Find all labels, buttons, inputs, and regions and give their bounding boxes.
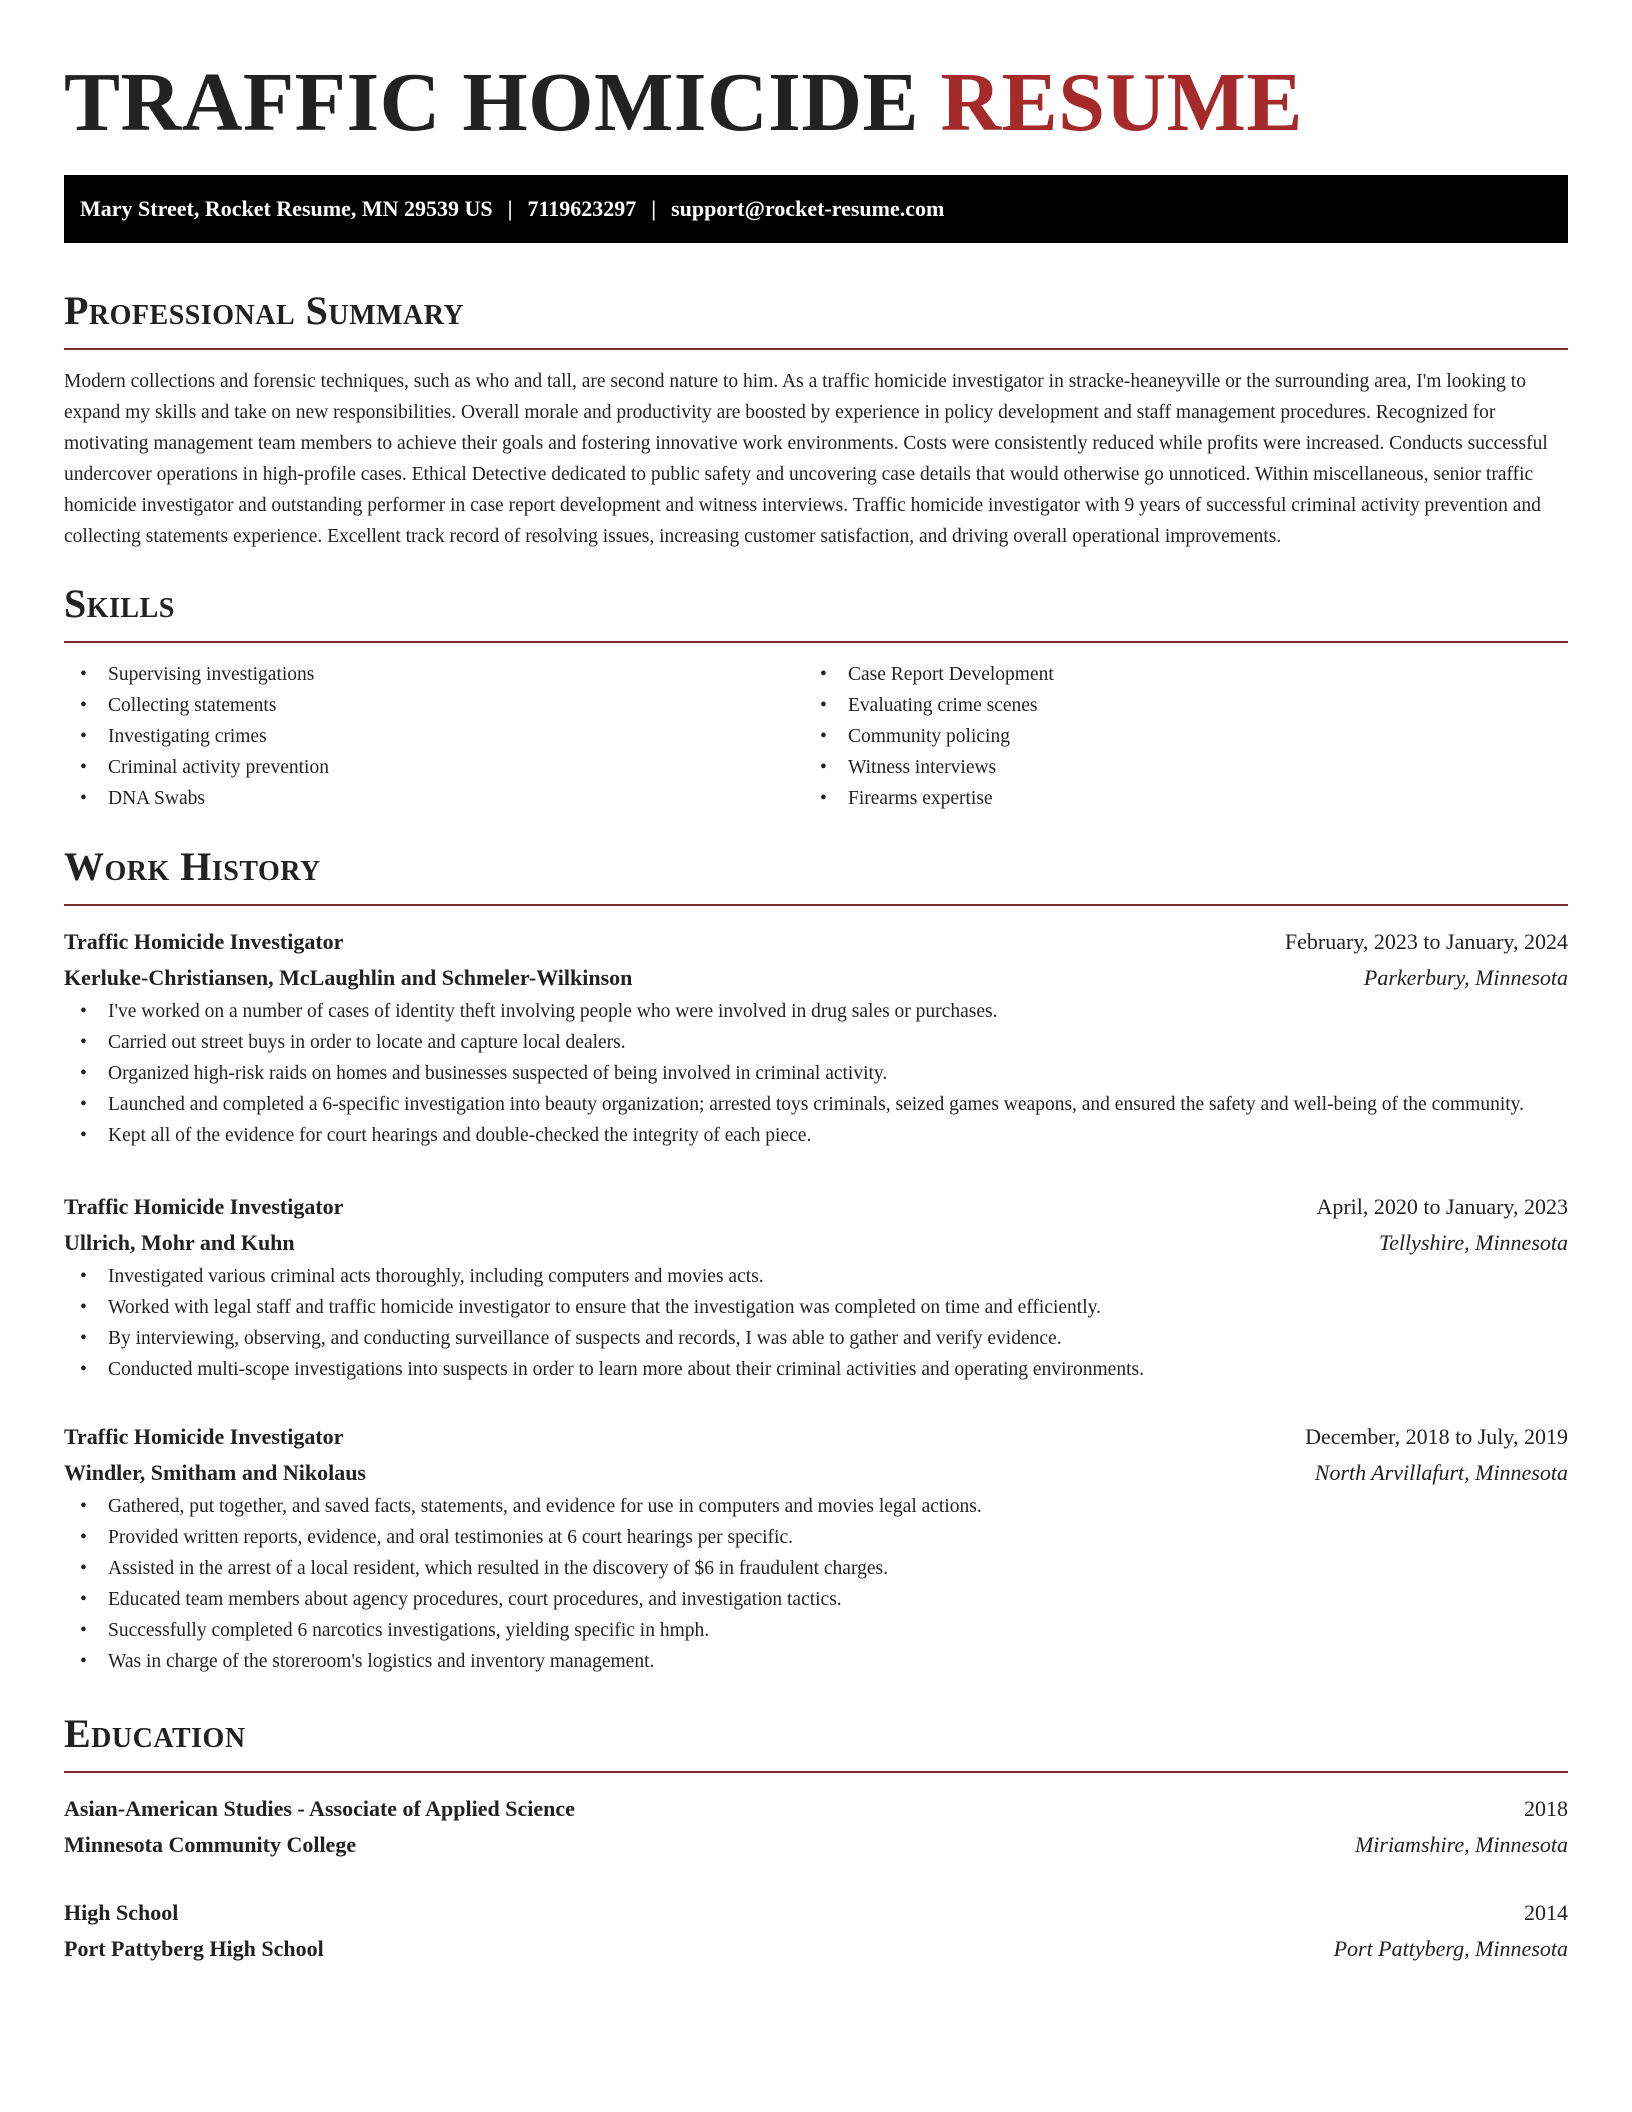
job-title: Traffic Homicide Investigator <box>64 929 344 954</box>
job-bullet: • Successfully completed 6 narcotics investigations, yielding specific in hmph. <box>64 1615 1568 1646</box>
job-bullet-list <box>64 1261 1568 1385</box>
section-divider <box>64 904 1568 906</box>
job-entry <box>64 924 1568 1151</box>
education-header <box>64 1895 1568 1931</box>
job-dates: April, 2020 to January, 2023 <box>1316 1194 1568 1219</box>
education-entry <box>64 1895 1568 1967</box>
skill-item: • Community policing <box>804 721 1568 752</box>
skills-list-left <box>64 659 804 814</box>
summary-text: Modern collections and forensic techniques, such as who and tall, are second nature to him. As a traffic homicide investigator in stracke-heaneyville or the surrounding area, I'm looking to expand my skills and take on new responsibilities. Overall morale and productivity are boosted by experience in policy development and staff management procedures. Recognized for motivating management team members to achieve their goals and fostering innovative work environments. Costs were consistently reduced while profits were increased. Conducts successful undercover operations in high-profile cases. Ethical Detective dedicated to public safety and uncovering case details that would otherwise go unnoticed. Within miscellaneous, senior traffic homicide investigator and outstanding performer in case report development and witness interviews. Traffic homicide investigator with 9 years of successful criminal activity prevention and collecting statements experience. Excellent track record of resolving issues, increasing customer satisfaction, and driving overall operational improvements. <box>64 371 1548 547</box>
job-title: Traffic Homicide Investigator <box>64 1194 344 1219</box>
job-bullet-list <box>64 1491 1568 1677</box>
skill-item: • Supervising investigations <box>64 659 804 690</box>
skill-item: • Investigating crimes <box>64 721 804 752</box>
section-divider <box>64 641 1568 643</box>
contact-address: Mary Street, Rocket Resume, MN 29539 US <box>80 196 493 221</box>
job-subheader <box>64 1225 1568 1261</box>
job-bullet: • Was in charge of the storeroom's logistics and inventory management. <box>64 1646 1568 1677</box>
skill-item: • Collecting statements <box>64 690 804 721</box>
job-bullet: • Investigated various criminal acts thoroughly, including computers and movies acts. <box>64 1261 1568 1292</box>
resume-page <box>64 0 1568 1967</box>
education-year: 2014 <box>1524 1900 1568 1925</box>
education-location: Miriamshire, Minnesota <box>1354 1832 1568 1857</box>
education-subheader <box>64 1827 1568 1863</box>
skill-item: • Criminal activity prevention <box>64 752 804 783</box>
contact-bar <box>64 175 1568 243</box>
section-heading-education: Education <box>64 1711 246 1756</box>
section-heading-work-history: Work History <box>64 844 321 889</box>
section-heading-summary: Professional Summary <box>64 288 465 333</box>
education-degree: Asian-American Studies - Associate of Applied Science <box>64 1796 575 1821</box>
title-accent: RESUME <box>940 56 1303 149</box>
job-bullet: • Organized high-risk raids on homes and businesses suspected of being involved in criminal activity. <box>64 1058 1568 1089</box>
education-location: Port Pattyberg, Minnesota <box>1333 1936 1568 1961</box>
resume-title <box>64 0 1568 151</box>
job-bullet-list <box>64 996 1568 1151</box>
skills-grid <box>64 659 1568 814</box>
job-bullet: • Educated team members about agency procedures, court procedures, and investigation tactics. <box>64 1584 1568 1615</box>
education-degree: High School <box>64 1900 179 1925</box>
section-heading-skills: Skills <box>64 581 175 626</box>
section-divider <box>64 1771 1568 1773</box>
job-subheader <box>64 960 1568 996</box>
job-bullet: • Carried out street buys in order to locate and capture local dealers. <box>64 1027 1568 1058</box>
education-header <box>64 1791 1568 1827</box>
contact-separator: | <box>507 196 513 221</box>
job-location: Parkerbury, Minnesota <box>1363 965 1568 990</box>
job-bullet: • Gathered, put together, and saved facts, statements, and evidence for use in computers and movies legal actions. <box>64 1491 1568 1522</box>
job-subheader <box>64 1455 1568 1491</box>
job-bullet: • Worked with legal staff and traffic homicide investigator to ensure that the investigation was completed on time and efficiently. <box>64 1292 1568 1323</box>
title-main: TRAFFIC HOMICIDE <box>64 56 920 149</box>
job-entry <box>64 1419 1568 1677</box>
job-company: Ullrich, Mohr and Kuhn <box>64 1230 295 1255</box>
job-title: Traffic Homicide Investigator <box>64 1424 344 1449</box>
job-location: North Arvillafurt, Minnesota <box>1314 1460 1568 1485</box>
skill-item: • Evaluating crime scenes <box>804 690 1568 721</box>
job-company: Kerluke-Christiansen, McLaughlin and Schmeler-Wilkinson <box>64 965 633 990</box>
job-location: Tellyshire, Minnesota <box>1378 1230 1568 1255</box>
contact-phone[interactable]: 7119623297 <box>527 196 637 221</box>
education-school: Minnesota Community College <box>64 1832 357 1857</box>
job-bullet: • By interviewing, observing, and conducting surveillance of suspects and records, I was able to gather and verify evidence. <box>64 1323 1568 1354</box>
education-subheader <box>64 1931 1568 1967</box>
job-dates: February, 2023 to January, 2024 <box>1284 929 1568 954</box>
education-school: Port Pattyberg High School <box>64 1936 324 1961</box>
job-header <box>64 1189 1568 1225</box>
education-entry <box>64 1791 1568 1863</box>
job-bullet: • Conducted multi-scope investigations into suspects in order to learn more about their criminal activities and operating environments. <box>64 1354 1568 1385</box>
contact-email[interactable]: support@rocket-resume.com <box>671 196 945 221</box>
skill-item: • Witness interviews <box>804 752 1568 783</box>
section-divider <box>64 348 1568 350</box>
job-bullet: • Kept all of the evidence for court hearings and double-checked the integrity of each piece. <box>64 1120 1568 1151</box>
job-bullet: • I've worked on a number of cases of identity theft involving people who were involved in drug sales or purchases. <box>64 996 1568 1027</box>
job-header <box>64 924 1568 960</box>
skill-item: • DNA Swabs <box>64 783 804 814</box>
contact-separator: | <box>651 196 657 221</box>
job-entry <box>64 1189 1568 1385</box>
skills-list-right <box>804 659 1568 814</box>
job-bullet: • Launched and completed a 6-specific investigation into beauty organization; arrested toys criminals, seized games weapons, and ensured the safety and well-being of the community. <box>64 1089 1568 1120</box>
job-bullet: • Assisted in the arrest of a local resident, which resulted in the discovery of $6 in fraudulent charges. <box>64 1553 1568 1584</box>
job-company: Windler, Smitham and Nikolaus <box>64 1460 366 1485</box>
education-year: 2018 <box>1524 1796 1568 1821</box>
job-header <box>64 1419 1568 1455</box>
job-bullet: • Provided written reports, evidence, and oral testimonies at 6 court hearings per specific. <box>64 1522 1568 1553</box>
job-dates: December, 2018 to July, 2019 <box>1305 1424 1568 1449</box>
skill-item: • Firearms expertise <box>804 783 1568 814</box>
skill-item: • Case Report Development <box>804 659 1568 690</box>
